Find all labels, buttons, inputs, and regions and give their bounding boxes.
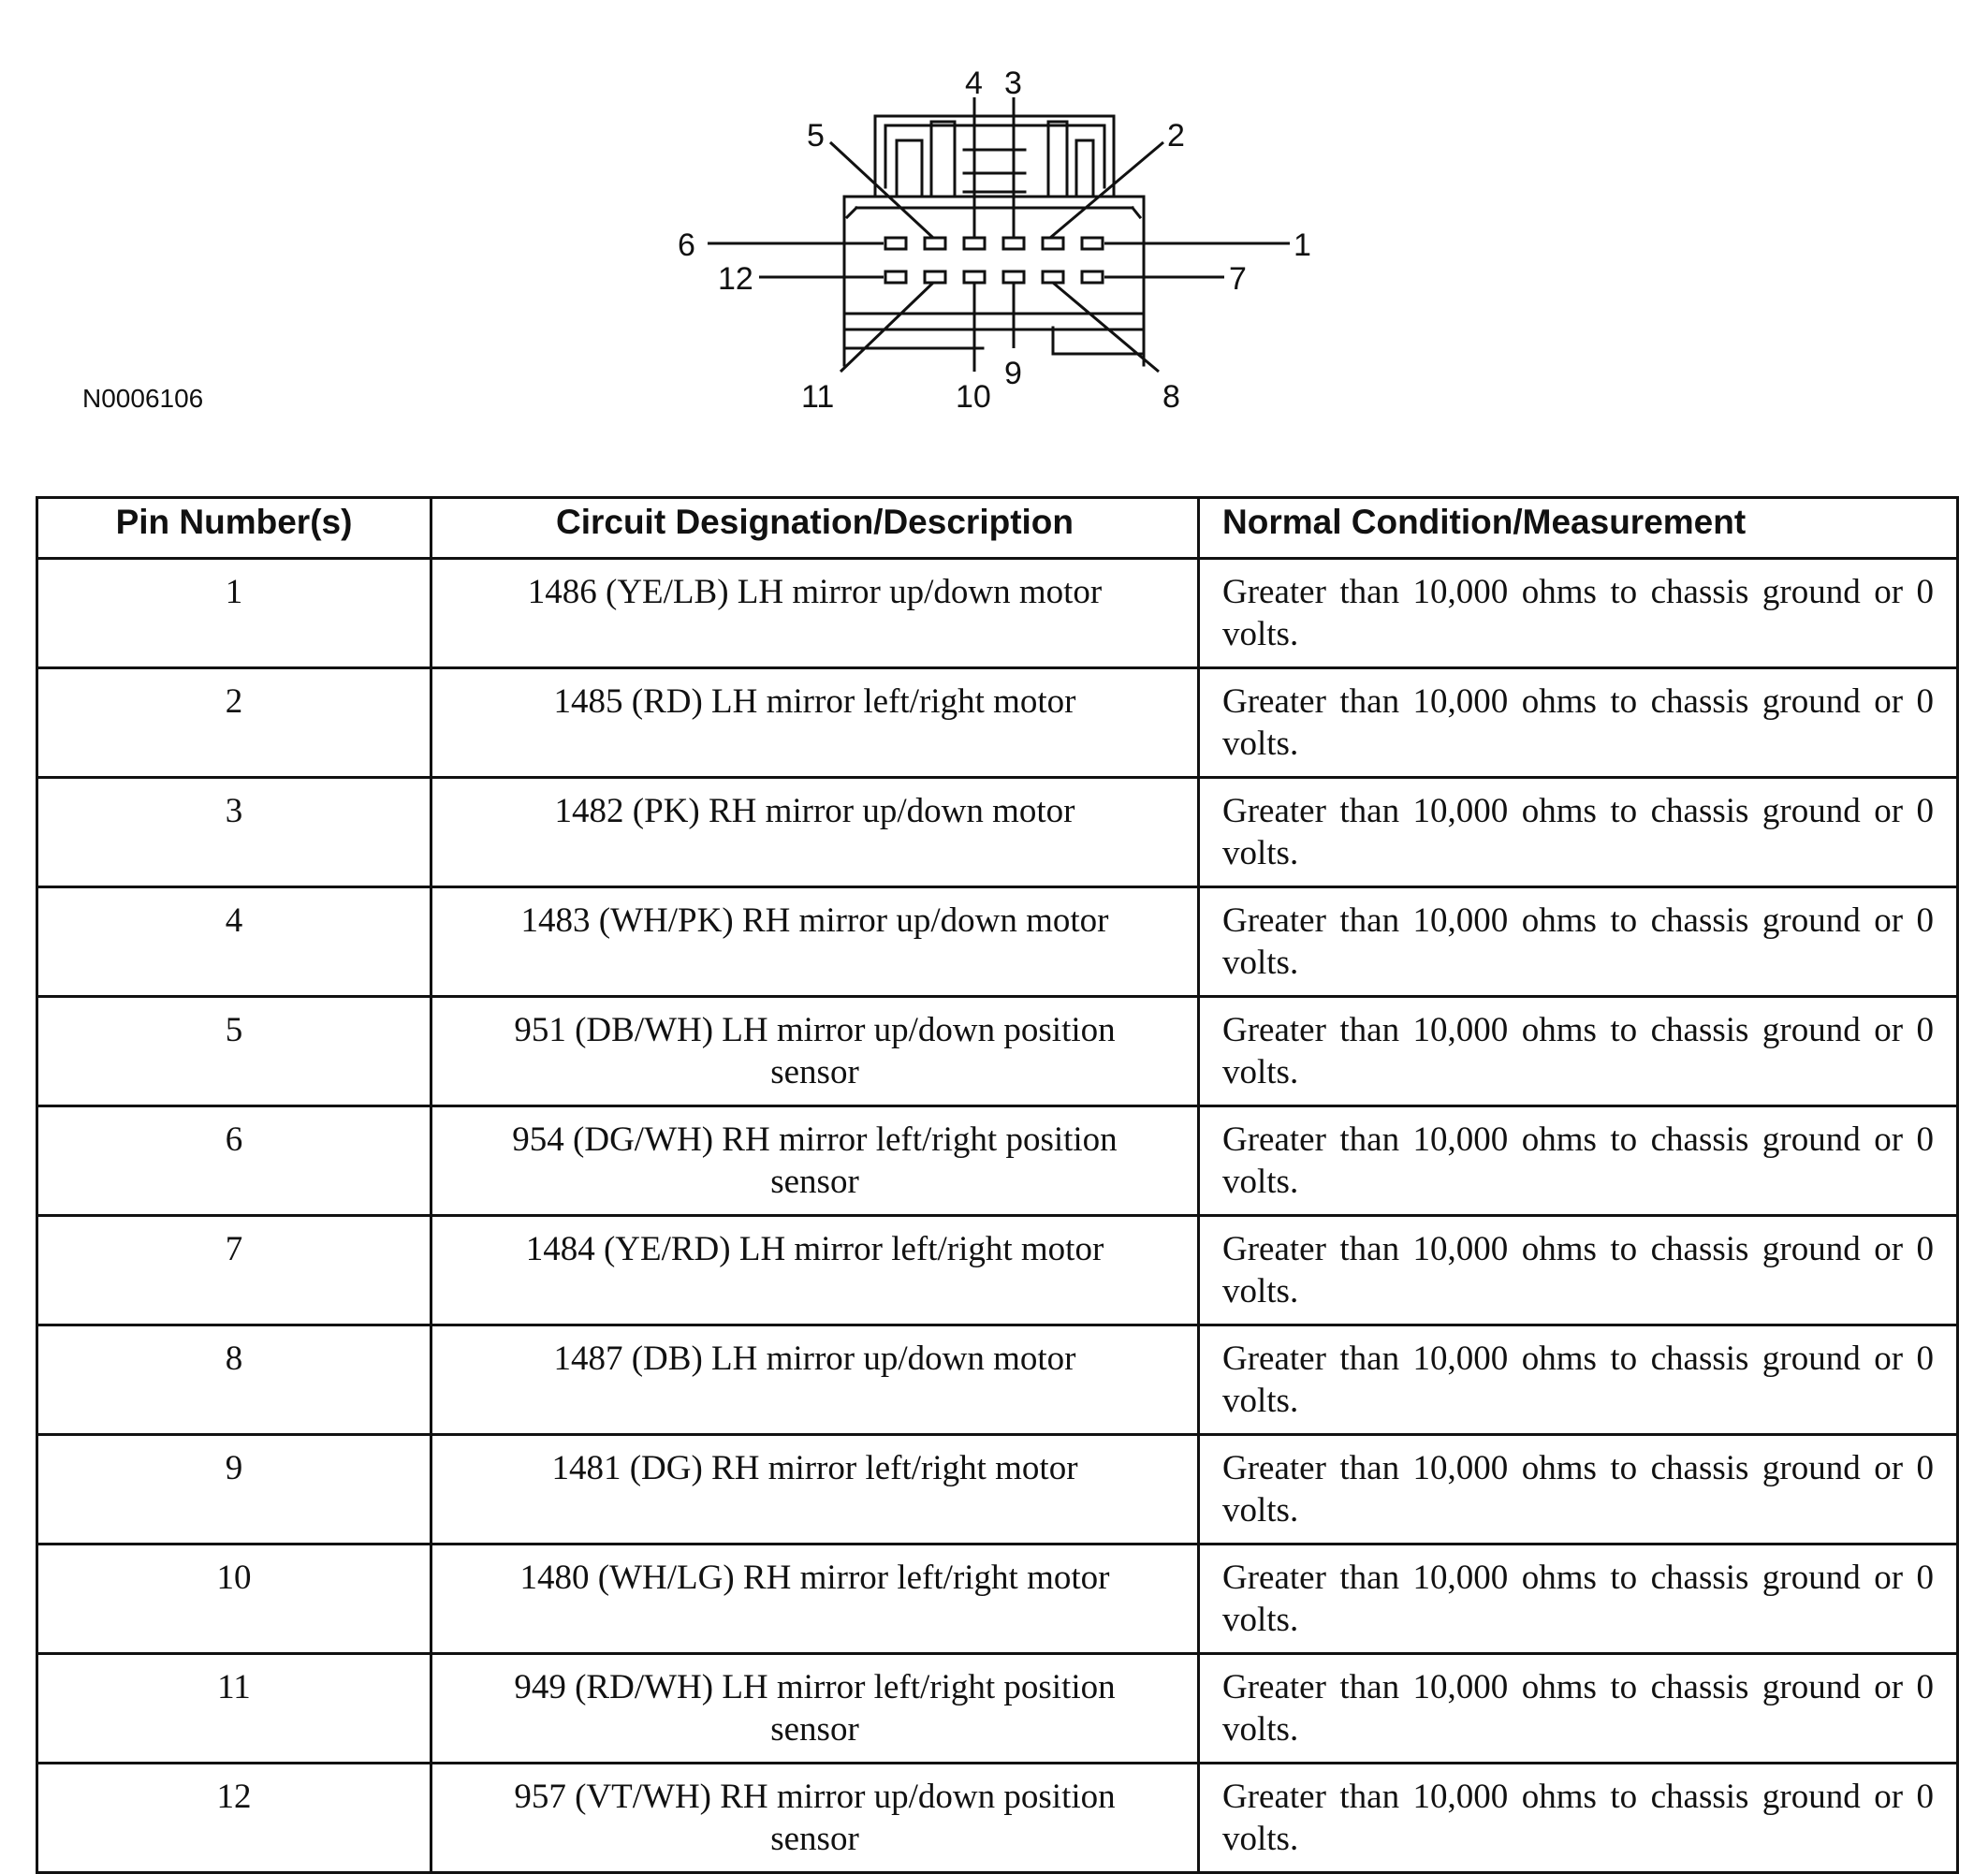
condition-cell: Greater than 10,000 ohms to chassis ground or 0 volts. <box>1199 887 1958 997</box>
pin-label-7: 7 <box>1229 261 1247 297</box>
condition-cell: Greater than 10,000 ohms to chassis ground or 0 volts. <box>1199 559 1958 668</box>
condition-cell: Greater than 10,000 ohms to chassis ground or 0 volts. <box>1199 1545 1958 1654</box>
pin-number-cell: 2 <box>37 668 431 778</box>
header-pin-numbers: Pin Number(s) <box>37 498 431 559</box>
pin-number-cell: 6 <box>37 1106 431 1216</box>
pin-label-12: 12 <box>718 261 753 297</box>
pin-label-1: 1 <box>1294 227 1311 263</box>
pin-number-cell: 7 <box>37 1216 431 1325</box>
circuit-cell: 954 (DG/WH) RH mirror left/right position sensor <box>431 1106 1199 1216</box>
circuit-cell: 951 (DB/WH) LH mirror up/down position sensor <box>431 997 1199 1106</box>
circuit-cell: 1485 (RD) LH mirror left/right motor <box>431 668 1199 778</box>
circuit-cell: 1486 (YE/LB) LH mirror up/down motor <box>431 559 1199 668</box>
pin-label-4: 4 <box>965 66 983 101</box>
circuit-cell: 1483 (WH/PK) RH mirror up/down motor <box>431 887 1199 997</box>
header-circuit-designation: Circuit Designation/Description <box>431 498 1199 559</box>
table-row <box>37 1435 1958 1545</box>
pin-label-11: 11 <box>801 379 835 415</box>
condition-cell: Greater than 10,000 ohms to chassis ground or 0 volts. <box>1199 997 1958 1106</box>
condition-cell: Greater than 10,000 ohms to chassis ground or 0 volts. <box>1199 1654 1958 1764</box>
circuit-cell: 1481 (DG) RH mirror left/right motor <box>431 1435 1199 1545</box>
pin-number-cell: 4 <box>37 887 431 997</box>
condition-cell: Greater than 10,000 ohms to chassis ground or 0 volts. <box>1199 778 1958 887</box>
circuit-cell: 1482 (PK) RH mirror up/down motor <box>431 778 1199 887</box>
circuit-cell: 1484 (YE/RD) LH mirror left/right motor <box>431 1216 1199 1325</box>
table-row <box>37 1325 1958 1435</box>
circuit-cell: 949 (RD/WH) LH mirror left/right position sensor <box>431 1654 1199 1764</box>
pin-label-9: 9 <box>1004 356 1022 391</box>
condition-cell: Greater than 10,000 ohms to chassis ground or 0 volts. <box>1199 1106 1958 1216</box>
pin-table <box>36 496 1959 1874</box>
table-row <box>37 1106 1958 1216</box>
table-row <box>37 1764 1958 1873</box>
figure-id: N0006106 <box>82 384 204 413</box>
table-row <box>37 559 1958 668</box>
header-normal-condition: Normal Condition/Measurement <box>1199 498 1958 559</box>
table-row <box>37 1545 1958 1654</box>
connector-diagram <box>0 0 1988 440</box>
pin-label-6: 6 <box>678 227 695 263</box>
condition-cell: Greater than 10,000 ohms to chassis ground or 0 volts. <box>1199 1764 1958 1873</box>
circuit-cell: 1487 (DB) LH mirror up/down motor <box>431 1325 1199 1435</box>
table-row <box>37 778 1958 887</box>
pin-number-cell: 5 <box>37 997 431 1106</box>
pin-number-cell: 11 <box>37 1654 431 1764</box>
condition-cell: Greater than 10,000 ohms to chassis ground or 0 volts. <box>1199 1435 1958 1545</box>
table-row <box>37 1654 1958 1764</box>
table-row <box>37 887 1958 997</box>
table-row <box>37 668 1958 778</box>
pin-number-cell: 12 <box>37 1764 431 1873</box>
pin-number-cell: 3 <box>37 778 431 887</box>
pin-label-3: 3 <box>1004 66 1022 101</box>
pin-number-cell: 1 <box>37 559 431 668</box>
pin-number-cell: 9 <box>37 1435 431 1545</box>
table-row <box>37 1216 1958 1325</box>
pin-label-10: 10 <box>956 379 991 415</box>
condition-cell: Greater than 10,000 ohms to chassis ground or 0 volts. <box>1199 1325 1958 1435</box>
circuit-cell: 1480 (WH/LG) RH mirror left/right motor <box>431 1545 1199 1654</box>
pin-number-cell: 10 <box>37 1545 431 1654</box>
condition-cell: Greater than 10,000 ohms to chassis ground or 0 volts. <box>1199 668 1958 778</box>
pin-label-8: 8 <box>1162 379 1180 415</box>
table-header-row <box>37 498 1958 559</box>
condition-cell: Greater than 10,000 ohms to chassis ground or 0 volts. <box>1199 1216 1958 1325</box>
pin-number-cell: 8 <box>37 1325 431 1435</box>
terminal-cavities <box>885 238 1103 283</box>
pin-label-5: 5 <box>807 118 825 154</box>
circuit-cell: 957 (VT/WH) RH mirror up/down position sensor <box>431 1764 1199 1873</box>
pin-label-2: 2 <box>1167 118 1185 154</box>
table-row <box>37 997 1958 1106</box>
